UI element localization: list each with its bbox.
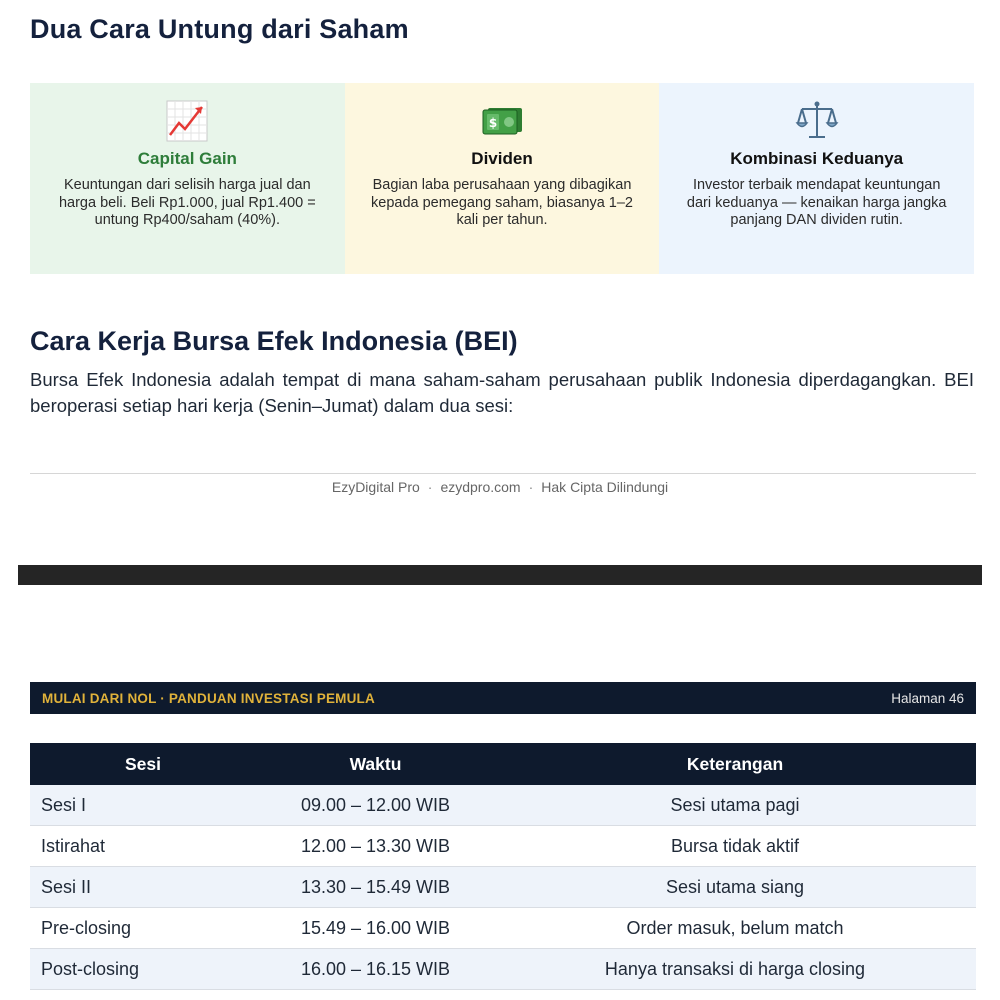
cell-keterangan: Hanya transaksi di harga closing — [494, 949, 976, 990]
bei-paragraph: Bursa Efek Indonesia adalah tempat di mana saham-saham perusahaan publik Indonesia diperdagangkan. BEI beroperasi setiap hari kerja (Senin–Jumat) dalam dua sesi: — [30, 369, 974, 416]
card-title: Capital Gain — [137, 149, 237, 168]
cell-waktu: 16.00 – 16.15 WIB — [257, 949, 494, 990]
balance-scale-icon — [671, 99, 962, 143]
table-row — [30, 908, 976, 949]
page-number: Halaman 46 — [891, 690, 964, 706]
footer-separator: · — [528, 479, 534, 495]
card-title: Dividen — [471, 149, 533, 168]
chart-increasing-icon — [42, 99, 333, 143]
card-capital-gain — [30, 83, 345, 274]
profit-cards — [30, 83, 974, 274]
table-header-row — [30, 743, 976, 785]
cell-waktu: 09.00 – 12.00 WIB — [257, 785, 494, 826]
cell-keterangan: Sesi utama pagi — [494, 785, 976, 826]
footer-site: ezydpro.com — [440, 479, 521, 495]
trading-sessions-table — [30, 743, 976, 990]
cell-keterangan: Bursa tidak aktif — [494, 826, 976, 867]
column-header-keterangan: Keterangan — [494, 743, 976, 785]
card-dividen — [345, 83, 660, 274]
running-header-title: MULAI DARI NOL · PANDUAN INVESTASI PEMULA — [42, 690, 375, 706]
footer-divider — [30, 473, 976, 474]
cell-waktu: 13.30 – 15.49 WIB — [257, 867, 494, 908]
cell-waktu: 15.49 – 16.00 WIB — [257, 908, 494, 949]
table-row — [30, 949, 976, 990]
footer-separator: · — [427, 479, 433, 495]
cell-sesi: Sesi I — [30, 785, 257, 826]
running-header — [30, 682, 976, 714]
table-row — [30, 867, 976, 908]
footer-rights: Hak Cipta Dilindungi — [541, 479, 669, 495]
column-header-waktu: Waktu — [257, 743, 494, 785]
dollar-banknote-icon — [357, 99, 648, 143]
table-row — [30, 826, 976, 867]
card-text: Investor terbaik mendapat keuntungan dari keduanya — kenaikan harga jangka panjang DAN dividen rutin. — [686, 177, 947, 228]
page-footer — [0, 479, 1000, 495]
svg-text:$: $ — [488, 116, 498, 130]
footer-brand: EzyDigital Pro — [331, 479, 420, 495]
card-text: Keuntungan dari selisih harga jual dan harga beli. Beli Rp1.000, jual Rp1.400 = untung Rp400/saham (40%). — [58, 177, 316, 228]
table-row — [30, 785, 976, 826]
card-title: Kombinasi Keduanya — [730, 149, 904, 168]
column-header-sesi: Sesi — [30, 743, 257, 785]
cell-sesi: Pre-closing — [30, 908, 257, 949]
cell-sesi: Sesi II — [30, 867, 257, 908]
cell-keterangan: Order masuk, belum match — [494, 908, 976, 949]
page-gap — [18, 565, 982, 585]
section-title-bei: Cara Kerja Bursa Efek Indonesia (BEI) — [30, 326, 518, 356]
card-kombinasi — [659, 83, 974, 274]
cell-sesi: Istirahat — [30, 826, 257, 867]
cell-keterangan: Sesi utama siang — [494, 867, 976, 908]
section-title-profit-ways: Dua Cara Untung dari Saham — [30, 14, 409, 44]
cell-sesi: Post-closing — [30, 949, 257, 990]
cell-waktu: 12.00 – 13.30 WIB — [257, 826, 494, 867]
card-text: Bagian laba perusahaan yang dibagikan kepada pemegang saham, biasanya 1–2 kali per tahun. — [371, 177, 633, 228]
